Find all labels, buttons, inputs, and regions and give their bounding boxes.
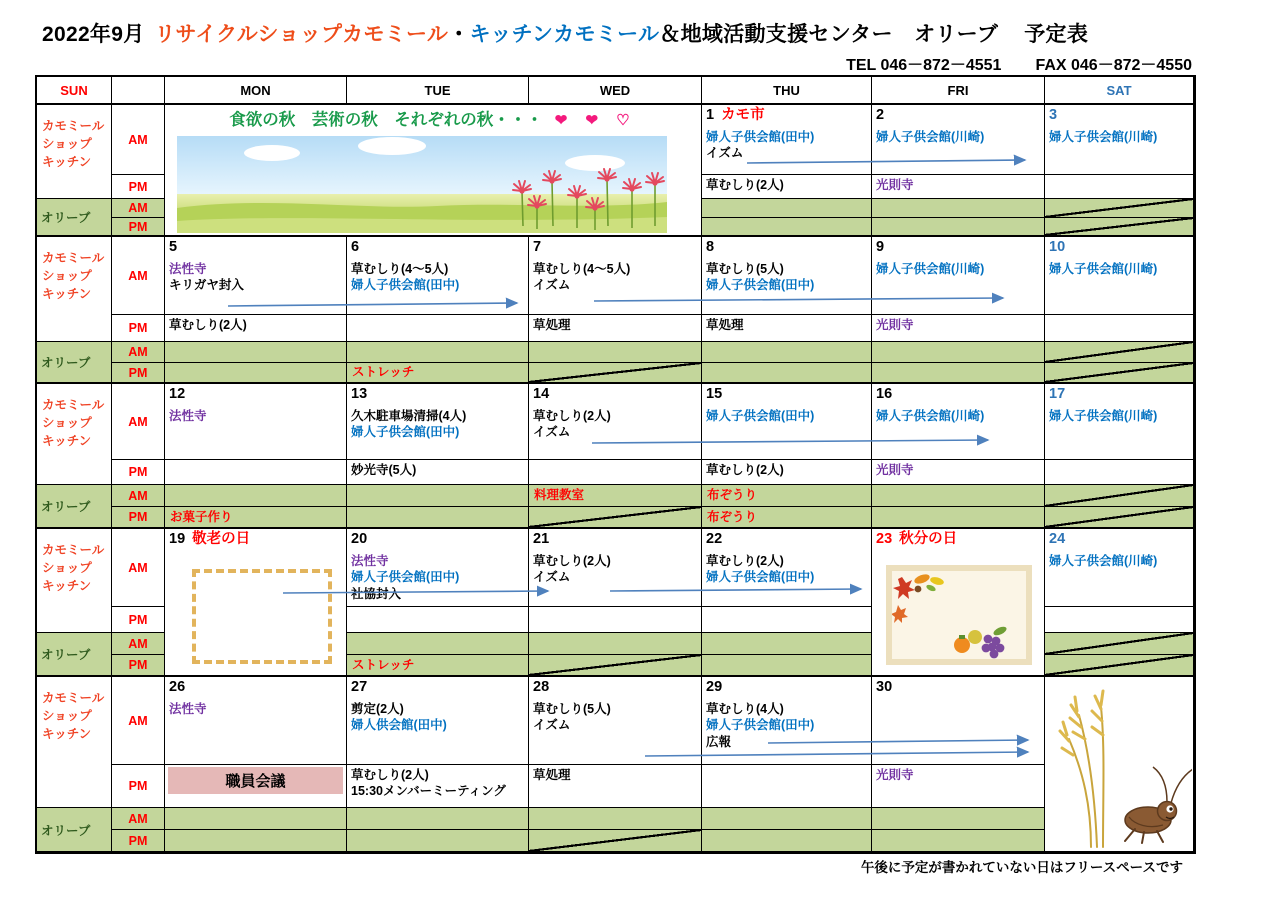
day-16-olive-am	[872, 485, 1045, 507]
field-illustration	[177, 136, 667, 233]
date-12: 12	[169, 386, 186, 403]
day-21-am-cell: 21 草むしり(2人) イズム	[529, 529, 702, 607]
day-16-am-cell: 16 婦人子供会館(川崎)	[872, 384, 1045, 460]
day-22-olive-am	[702, 633, 872, 655]
autumn-banner-cell	[165, 105, 702, 237]
title-dot: ・	[448, 23, 470, 46]
day-1-olive-am	[702, 199, 872, 218]
day-13-olive-pm	[347, 507, 529, 529]
day-9-am-cell: 9 婦人子供会館(川崎)	[872, 237, 1045, 315]
day-30-pm-cell: 光則寺	[872, 765, 1045, 808]
day-26-olive-pm	[165, 830, 347, 852]
day-24-olive-pm	[1045, 655, 1194, 677]
date-1: 1	[706, 107, 715, 124]
event-kamo-ichi: カモ市	[721, 107, 765, 124]
day-29-olive-pm	[702, 830, 872, 852]
day-21-olive-am	[529, 633, 702, 655]
am-label: AM	[112, 633, 165, 655]
day-17-pm-cell	[1045, 460, 1194, 485]
day-26-am-cell: 26 法性寺	[165, 677, 347, 765]
date-28: 28	[533, 679, 550, 696]
day-28-olive-am	[529, 808, 702, 830]
date-22: 22	[706, 531, 723, 548]
kamomile-label: カモミール ショップ キッチン	[37, 105, 112, 199]
day-12-olive-am	[165, 485, 347, 507]
date-20: 20	[351, 531, 368, 548]
date-17: 17	[1049, 386, 1066, 403]
day-1-olive-pm	[702, 218, 872, 237]
pm-label: PM	[112, 218, 165, 237]
date-26: 26	[169, 679, 186, 696]
title-sched: 予定表	[1024, 23, 1089, 46]
day-20-olive-pm: ストレッチ	[347, 655, 529, 677]
day-6-pm-cell	[347, 315, 529, 342]
day-10-am-cell: 10 婦人子供会館(川崎)	[1045, 237, 1194, 315]
day-12-am-cell: 12 法性寺	[165, 384, 347, 460]
day-22-am-cell: 22 草むしり(2人) 婦人子供会館(田中)	[702, 529, 872, 607]
title-kitchen: キッチンカモミール	[469, 23, 660, 46]
date-16: 16	[876, 386, 893, 403]
title-rest: ＆地域活動支援センター オリーブ	[659, 23, 999, 46]
kamomile-label: カモミール ショップ キッチン	[37, 677, 112, 808]
day-7-olive-pm	[529, 363, 702, 384]
date-15: 15	[706, 386, 723, 403]
am-label: AM	[112, 342, 165, 363]
day-24-pm-cell	[1045, 607, 1194, 633]
weekday-spacer	[112, 77, 165, 105]
weekday-sun: SUN	[37, 77, 112, 105]
date-23: 23	[876, 531, 893, 548]
staff-meeting-box: 職員会議	[168, 767, 343, 794]
day-16-pm-cell: 光則寺	[872, 460, 1045, 485]
day-29-olive-am	[702, 808, 872, 830]
day-26-olive-am	[165, 808, 347, 830]
day-17-olive-pm	[1045, 507, 1194, 529]
am-label: AM	[112, 237, 165, 315]
date-5: 5	[169, 239, 178, 256]
day-2-am-cell: 2 婦人子供会館(川崎)	[872, 105, 1045, 175]
day-27-olive-pm	[347, 830, 529, 852]
pm-label: PM	[112, 363, 165, 384]
day-9-olive-pm	[872, 363, 1045, 384]
kamomile-label: カモミール ショップ キッチン	[37, 237, 112, 342]
pm-label: PM	[112, 765, 165, 808]
day-8-olive-pm	[702, 363, 872, 384]
day-8-olive-am	[702, 342, 872, 363]
day-3-olive-pm	[1045, 218, 1194, 237]
date-13: 13	[351, 386, 368, 403]
weekday-sat: SAT	[1045, 77, 1194, 105]
am-label: AM	[112, 485, 165, 507]
day-26-pm-cell	[165, 765, 347, 808]
olive-label: オリーブ	[37, 633, 112, 677]
day-29-am-cell: 29 草むしり(4人) 婦人子供会館(田中) 広報	[702, 677, 872, 765]
day-2-pm-cell: 光則寺	[872, 175, 1045, 199]
day-13-pm-cell: 妙光寺(5人)	[347, 460, 529, 485]
footer-note: 午後に予定が書かれていない日はフリースペースです	[860, 860, 1183, 875]
day-22-pm-cell	[702, 607, 872, 633]
kamomile-label: カモミール ショップ キッチン	[37, 529, 112, 633]
day-27-am-cell: 27 剪定(2人) 婦人供会館(田中)	[347, 677, 529, 765]
day-15-pm-cell: 草むしり(2人)	[702, 460, 872, 485]
contact-line	[35, 52, 1192, 75]
day-12-pm-cell	[165, 460, 347, 485]
holiday-shubun: 秋分の日	[899, 531, 958, 548]
day-21-olive-pm	[529, 655, 702, 677]
day-3-pm-cell	[1045, 175, 1194, 199]
day-10-olive-am	[1045, 342, 1194, 363]
day-15-olive-am: 布ぞうり	[702, 485, 872, 507]
tel-number: TEL 046－872－4551	[846, 57, 1002, 74]
day-15-am-cell: 15 婦人子供会館(田中)	[702, 384, 872, 460]
day-6-olive-am	[347, 342, 529, 363]
day-7-pm-cell: 草処理	[529, 315, 702, 342]
day-9-olive-am	[872, 342, 1045, 363]
day-10-olive-pm	[1045, 363, 1194, 384]
day-12-olive-pm: お菓子作り	[165, 507, 347, 529]
title-month: 2022年9月	[42, 23, 145, 46]
date-21: 21	[533, 531, 550, 548]
autumn-frame-illustration	[886, 565, 1032, 665]
date-2: 2	[876, 107, 885, 124]
day-7-am-cell: 7 草むしり(4～5人) イズム	[529, 237, 702, 315]
pm-label: PM	[112, 507, 165, 529]
date-19: 19	[169, 531, 186, 548]
title-shop: リサイクルショップカモミール	[154, 23, 449, 46]
page-title	[42, 18, 1088, 48]
date-8: 8	[706, 239, 715, 256]
pm-label: PM	[112, 460, 165, 485]
day-30-am-cell	[872, 677, 1045, 765]
date-27: 27	[351, 679, 368, 696]
fax-number: FAX 046－872－4550	[1035, 57, 1192, 74]
day-28-pm-cell: 草処理	[529, 765, 702, 808]
day-20-olive-am	[347, 633, 529, 655]
day-13-am-cell: 13 久木駐車場清掃(4人) 婦人子供会館(田中)	[347, 384, 529, 460]
day-28-olive-pm	[529, 830, 702, 852]
day-14-pm-cell	[529, 460, 702, 485]
day-2-olive-pm	[872, 218, 1045, 237]
date-9: 9	[876, 239, 885, 256]
am-label: AM	[112, 199, 165, 218]
am-label: AM	[112, 808, 165, 830]
weekday-tue: TUE	[347, 77, 529, 105]
am-label: AM	[112, 384, 165, 460]
day-30-olive-pm	[872, 830, 1045, 852]
day-27-pm-cell: 草むしり(2人) 15:30メンバーミーティング	[347, 765, 529, 808]
day-21-pm-cell	[529, 607, 702, 633]
date-3: 3	[1049, 107, 1058, 124]
day-14-am-cell: 14 草むしり(2人) イズム	[529, 384, 702, 460]
pm-label: PM	[112, 607, 165, 633]
day-1-am-cell: 1 カモ市 婦人子供会館(田中) イズム	[702, 105, 872, 175]
day-6-olive-pm: ストレッチ	[347, 363, 529, 384]
pm-label: PM	[112, 655, 165, 677]
day-29-pm-cell	[702, 765, 872, 808]
weekday-mon: MON	[165, 77, 347, 105]
day-16-olive-pm	[872, 507, 1045, 529]
am-label: AM	[112, 105, 165, 175]
day-20-am-cell: 20 法性寺 婦人子供会館(田中) 社協封入	[347, 529, 529, 607]
day-9-pm-cell: 光則寺	[872, 315, 1045, 342]
day-24-am-cell: 24 婦人子供会館(川崎)	[1045, 529, 1194, 607]
weekday-fri: FRI	[872, 77, 1045, 105]
decorative-frame	[192, 569, 332, 664]
day-3-olive-am	[1045, 199, 1194, 218]
olive-label: オリーブ	[37, 485, 112, 529]
date-30: 30	[876, 679, 893, 696]
date-7: 7	[533, 239, 542, 256]
day-27-olive-am	[347, 808, 529, 830]
day-30-olive-am	[872, 808, 1045, 830]
date-24: 24	[1049, 531, 1066, 548]
day-14-olive-pm	[529, 507, 702, 529]
day-28-am-cell: 28 草むしり(5人) イズム	[529, 677, 702, 765]
day-6-am-cell: 6 草むしり(4～5人) 婦人子供会館(田中)	[347, 237, 529, 315]
day-20-pm-cell	[347, 607, 529, 633]
weekday-thu: THU	[702, 77, 872, 105]
schedule-calendar	[35, 75, 1196, 854]
day-15-olive-pm: 布ぞうり	[702, 507, 872, 529]
day-7-olive-am	[529, 342, 702, 363]
olive-label: オリーブ	[37, 808, 112, 852]
day-14-olive-am: 料理教室	[529, 485, 702, 507]
day-5-am-cell: 5 法性寺 キリガヤ封入	[165, 237, 347, 315]
day-8-am-cell: 8 草むしり(5人) 婦人子供会館(田中)	[702, 237, 872, 315]
am-label: AM	[112, 677, 165, 765]
pm-label: PM	[112, 830, 165, 852]
day-13-olive-am	[347, 485, 529, 507]
day-17-olive-am	[1045, 485, 1194, 507]
kamomile-label: カモミール ショップ キッチン	[37, 384, 112, 485]
day-1-pm-cell: 草むしり(2人)	[702, 175, 872, 199]
date-10: 10	[1049, 239, 1066, 256]
day-23-holiday-cell	[872, 529, 1045, 677]
date-29: 29	[706, 679, 723, 696]
pm-label: PM	[112, 315, 165, 342]
weekday-wed: WED	[529, 77, 702, 105]
date-6: 6	[351, 239, 360, 256]
pampas-cricket-illustration	[1045, 677, 1194, 852]
day-3-am-cell: 3 婦人子供会館(川崎)	[1045, 105, 1194, 175]
day-5-olive-am	[165, 342, 347, 363]
hearts-decoration: ❤ ❤ ♡	[554, 112, 637, 129]
day-19-holiday-cell	[165, 529, 347, 677]
day-10-pm-cell	[1045, 315, 1194, 342]
pm-label: PM	[112, 175, 165, 199]
day-22-olive-pm	[702, 655, 872, 677]
am-label: AM	[112, 529, 165, 607]
day-8-pm-cell: 草処理	[702, 315, 872, 342]
day-5-olive-pm	[165, 363, 347, 384]
holiday-keiro: 敬老の日	[192, 531, 251, 548]
olive-label: オリーブ	[37, 199, 112, 237]
olive-label: オリーブ	[37, 342, 112, 384]
date-14: 14	[533, 386, 550, 403]
banner-text: 食欲の秋 芸術の秋 それぞれの秋・・・ ❤ ❤ ♡	[229, 111, 637, 129]
day-5-pm-cell: 草むしり(2人)	[165, 315, 347, 342]
day-24-olive-am	[1045, 633, 1194, 655]
day-17-am-cell: 17 婦人子供会館(川崎)	[1045, 384, 1194, 460]
day-2-olive-am	[872, 199, 1045, 218]
